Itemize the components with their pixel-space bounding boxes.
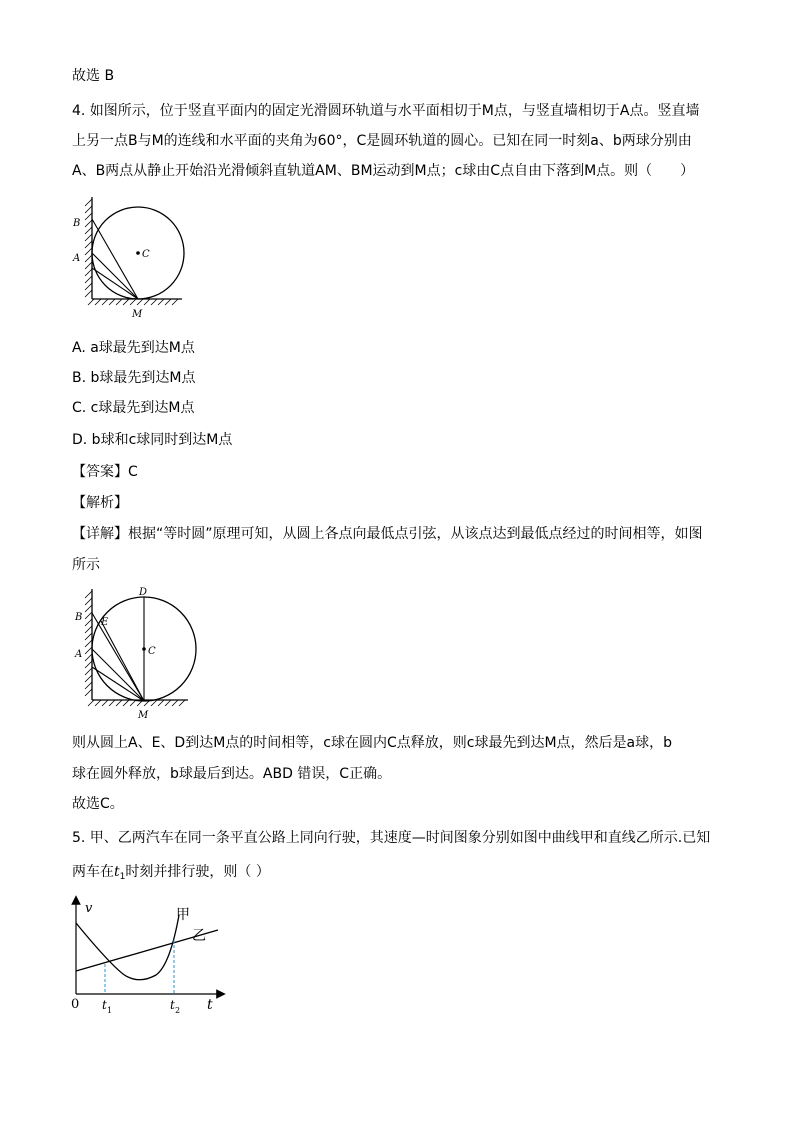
label-e: E bbox=[101, 617, 109, 628]
q4-analysis-tag: 【解析】 bbox=[72, 495, 128, 511]
q4-option-a: A. a球最先到达M点 bbox=[72, 340, 195, 356]
q4-conclusion: 故选C。 bbox=[72, 796, 124, 812]
q4-figure-2 bbox=[68, 583, 198, 721]
label-c-2: C bbox=[148, 646, 156, 657]
q4-figure-1 bbox=[68, 195, 193, 323]
track-extra bbox=[92, 268, 138, 299]
chord-extra bbox=[92, 667, 144, 701]
center-dot-2 bbox=[142, 647, 146, 651]
label-d: D bbox=[139, 587, 148, 598]
label-t-axis: t bbox=[207, 997, 213, 1013]
q5-t1: t bbox=[114, 864, 120, 880]
q4-explanation-line-1: 则从圆上A、E、D到达M点的时间相等，c球在圆内C点释放，则c球最先到达M点，然后是a球，b bbox=[72, 735, 672, 751]
label-a-2: A bbox=[75, 649, 83, 660]
label-origin: 0 bbox=[71, 997, 80, 1012]
answer-tag: 【答案】 bbox=[72, 464, 128, 480]
detail-text-1: 根据“等时圆”原理可知，从圆上各点向最低点引弦，从该点达到最低点经过的时间相等，如图 bbox=[128, 526, 703, 542]
label-t1-sub: 1 bbox=[107, 1006, 113, 1015]
q5-stem-line-2 bbox=[72, 862, 270, 887]
q5-line2-pre: 两车在 bbox=[72, 864, 114, 880]
answer-value: C bbox=[128, 464, 138, 480]
label-v: v bbox=[85, 901, 93, 916]
label-b-2: B bbox=[75, 612, 83, 623]
label-t2: t bbox=[170, 998, 175, 1012]
curve-jia bbox=[76, 915, 179, 980]
ground-hatching bbox=[88, 299, 178, 305]
q4-answer bbox=[72, 462, 138, 482]
prev-conclusion: 故选 B bbox=[72, 68, 115, 84]
label-b: B bbox=[73, 218, 81, 229]
label-m: M bbox=[132, 309, 143, 320]
q4-stem-line-1: 4. 如图所示，位于竖直平面内的固定光滑圆环轨道与水平面相切于M点，与竖直墙相切于A点。竖直墙 bbox=[72, 103, 700, 119]
q4-detail-line-2: 所示 bbox=[72, 557, 100, 573]
label-a: A bbox=[73, 253, 81, 264]
label-c: C bbox=[142, 249, 150, 260]
wall-hatching bbox=[85, 199, 92, 297]
chord-em bbox=[101, 621, 144, 701]
detail-tag: 【详解】 bbox=[72, 526, 128, 542]
q4-stem-line-2: 上另一点B与M的连线和水平面的夹角为60°，C是圆环轨道的圆心。已知在同一时刻a、b两球分别由 bbox=[72, 133, 692, 149]
center-dot bbox=[136, 251, 140, 255]
label-yi: 乙 bbox=[192, 928, 206, 944]
q4-option-d: D. b球和c球同时到达M点 bbox=[72, 432, 233, 448]
q4-option-c: C. c球最先到达M点 bbox=[72, 400, 195, 416]
q5-line2-post: 时刻并排行驶，则（ ） bbox=[125, 864, 270, 880]
q5-vt-graph bbox=[66, 895, 226, 1020]
q4-detail-line-1 bbox=[72, 524, 703, 544]
q5-stem-line-1: 5. 甲、乙两汽车在同一条平直公路上同向行驶，其速度—时间图象分别如图中曲线甲和直线乙所示.已知 bbox=[72, 830, 711, 846]
q4-stem-line-3: A、B两点从静止开始沿光滑倾斜直轨道AM、BM运动到M点；c球由C点自由下落到M点。则（ ） bbox=[72, 163, 695, 179]
label-t1: t bbox=[102, 998, 107, 1012]
q4-option-b: B. b球最先到达M点 bbox=[72, 370, 196, 386]
wall-hatching-2 bbox=[85, 591, 92, 696]
q5-t1-sub: 1 bbox=[119, 872, 126, 882]
label-m-2: M bbox=[138, 710, 149, 721]
label-t2-sub: 2 bbox=[175, 1006, 181, 1015]
label-jia: 甲 bbox=[176, 907, 190, 923]
track-bm bbox=[92, 219, 138, 299]
q4-explanation-line-2: 球在圆外释放，b球最后到达。ABD 错误，C正确。 bbox=[72, 766, 392, 782]
